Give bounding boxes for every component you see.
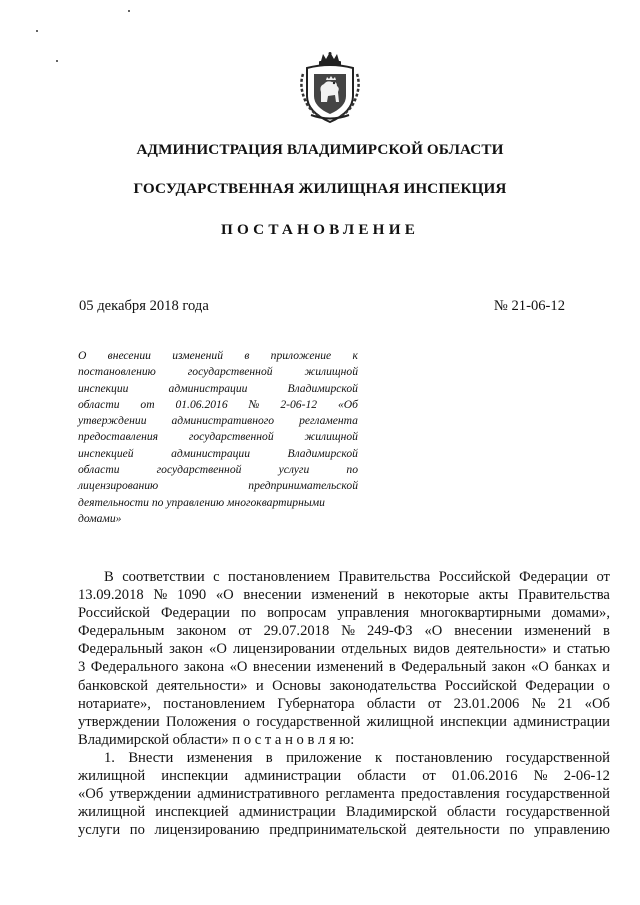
subject-line	[78, 348, 358, 364]
word: управлению	[534, 822, 610, 839]
clause-1-paragraph	[78, 749, 610, 839]
word: 23.01.2006	[453, 695, 520, 712]
word: о	[602, 677, 610, 694]
word: государственной	[156, 463, 242, 477]
word: области	[366, 695, 416, 712]
word: административного	[171, 414, 275, 428]
word: от	[596, 569, 610, 585]
word: инспекцией	[155, 804, 229, 821]
subject-line	[78, 397, 358, 413]
word: видов	[413, 641, 450, 658]
word: нотариате»,	[78, 695, 151, 712]
document-number: № 21-06-12	[493, 298, 565, 314]
word: Российской	[78, 605, 150, 622]
word: изменений	[316, 659, 384, 676]
subject-line	[78, 429, 358, 445]
word: Владимирской	[345, 804, 437, 821]
scan-speck	[128, 10, 130, 12]
word: приложение	[286, 750, 362, 766]
word: административного	[197, 786, 320, 803]
word: внесении	[252, 659, 312, 676]
word: закон	[491, 659, 526, 676]
word: от	[422, 768, 436, 785]
word: 01.06.2016	[175, 397, 228, 411]
subject-line	[78, 413, 358, 429]
word: Положения	[165, 713, 237, 730]
word: деятельности	[416, 822, 500, 839]
preamble-line	[78, 677, 610, 695]
subject-line	[78, 462, 358, 478]
word: жилищной	[304, 365, 358, 379]
word: вопросам	[267, 605, 327, 622]
word: инспекцией	[78, 446, 134, 460]
preamble-line: Владимирской области» п о с т а н о в л я ю:	[78, 731, 355, 748]
clause-line	[78, 767, 610, 785]
word: Федеральный	[78, 641, 163, 658]
preamble-line	[78, 640, 610, 658]
word: Владимирской	[287, 381, 358, 395]
word: области	[78, 397, 120, 411]
word: 2-06-12	[280, 397, 318, 411]
document-subject	[78, 348, 358, 527]
word: №	[531, 695, 546, 712]
word: соответствии	[122, 569, 205, 585]
preamble-paragraph	[78, 568, 610, 749]
subject-line: домами»	[78, 511, 122, 525]
word: от	[238, 623, 252, 640]
word: жилищной	[304, 430, 358, 444]
word: 29.07.2018	[263, 623, 330, 640]
word: «Об	[584, 695, 610, 712]
word: «О	[209, 641, 227, 658]
word: предоставления	[78, 430, 159, 444]
word: №	[248, 397, 260, 411]
word: внесении	[107, 349, 151, 362]
word: по	[509, 822, 525, 839]
preamble-line	[78, 604, 610, 622]
word: области	[357, 768, 407, 785]
word: Федерации	[160, 605, 230, 622]
word: постановлению	[395, 750, 493, 766]
word: утверждении	[109, 786, 192, 803]
word: акты	[478, 587, 509, 604]
word: в	[388, 659, 396, 676]
word: Федерации	[525, 677, 595, 694]
word: жилищной	[366, 713, 434, 730]
word: О	[78, 349, 87, 362]
word: области	[78, 463, 120, 477]
word: инспекции	[78, 381, 129, 395]
word: государственной	[505, 750, 610, 766]
word: государственной	[187, 365, 273, 379]
word: постановлением	[228, 569, 330, 585]
word: услуги	[78, 822, 121, 839]
word: изменений	[311, 587, 378, 604]
word: «О	[229, 659, 248, 676]
word: постановлением	[163, 695, 266, 712]
word: Федерального	[90, 659, 179, 676]
word: Правительства	[338, 569, 431, 585]
preamble-line	[78, 586, 610, 604]
word: утверждении	[78, 414, 147, 428]
word: постановлению	[78, 365, 156, 379]
word: управления	[337, 605, 410, 622]
word: регламента	[299, 414, 358, 428]
preamble-line	[78, 622, 610, 640]
preamble-line	[78, 695, 610, 713]
word: «О	[215, 587, 234, 604]
subject-line: деятельности по управлению многоквартирными	[78, 495, 325, 509]
word: от	[140, 397, 155, 411]
word: от	[427, 695, 442, 712]
word: и	[255, 677, 264, 694]
preamble-line	[78, 713, 610, 731]
word: государственной	[256, 713, 361, 730]
clause-line	[78, 749, 610, 767]
word: изменения	[186, 750, 253, 766]
word: банковской	[78, 677, 149, 694]
word: с	[213, 569, 220, 585]
word: Владимирской	[287, 446, 358, 460]
word: Правительства	[518, 587, 610, 604]
word: законодательства	[329, 677, 437, 694]
scan-speck	[56, 60, 58, 62]
word: лицензировании	[233, 641, 336, 658]
word: Внести	[128, 750, 174, 766]
word: в	[244, 349, 250, 362]
word: предпринимательской	[248, 479, 358, 493]
word: предпринимательской	[269, 822, 407, 839]
word: Российской	[438, 569, 511, 585]
word: Федерации	[519, 569, 588, 585]
word: законом	[176, 623, 227, 640]
word: 01.06.2016	[451, 768, 518, 785]
word: по	[129, 822, 145, 839]
word: деятельности»	[455, 641, 547, 658]
clause-line	[78, 821, 610, 839]
word: Федеральным	[78, 623, 165, 640]
word: №	[341, 623, 356, 640]
word: 13.09.2018	[78, 587, 144, 604]
word: 1.	[104, 750, 115, 766]
word: о	[242, 713, 251, 730]
scan-speck	[36, 30, 38, 32]
word: 3	[78, 659, 86, 676]
word: в	[602, 623, 610, 640]
word: отдельных	[341, 641, 408, 658]
word: утверждении	[78, 713, 160, 730]
word: некоторые	[404, 587, 470, 604]
word: государственной	[505, 804, 610, 821]
word: инспекции	[161, 768, 229, 785]
word: №	[533, 768, 548, 785]
word: лицензированию	[154, 822, 260, 839]
subject-line	[78, 364, 358, 380]
word: «Об	[78, 786, 104, 803]
word: лицензированию	[78, 479, 159, 493]
clause-line	[78, 785, 610, 803]
word: по	[240, 605, 257, 622]
word: внесении	[454, 623, 513, 640]
preamble-line	[78, 658, 610, 676]
coat-of-arms-emblem-icon	[299, 52, 361, 124]
word: многоквартирными	[420, 605, 541, 622]
word: услуги	[278, 463, 310, 477]
word: «О	[424, 623, 443, 640]
word: 21	[557, 695, 573, 712]
word: администрации	[513, 713, 610, 730]
word: в	[265, 750, 273, 766]
clause-line	[78, 803, 610, 821]
word: 2-06-12	[563, 768, 610, 785]
word: в	[387, 587, 395, 604]
word: к	[375, 750, 383, 766]
word: «Об	[337, 397, 358, 411]
word: и	[602, 659, 610, 676]
word: государственной	[188, 430, 274, 444]
word: администрации	[244, 768, 342, 785]
word: №	[153, 587, 168, 604]
word: администрации	[238, 804, 336, 821]
word: жилищной	[78, 768, 146, 785]
word: по	[346, 463, 358, 477]
word: государственной	[505, 786, 610, 803]
word: приложение	[270, 349, 332, 362]
word: инспекции	[440, 713, 507, 730]
word: «О	[530, 659, 549, 676]
subject-line	[78, 446, 358, 462]
organization-title: АДМИНИСТРАЦИЯ ВЛАДИМИРСКОЙ ОБЛАСТИ	[136, 141, 504, 158]
word: закон	[169, 641, 203, 658]
word: регламента	[325, 786, 395, 803]
word: Губернатора	[277, 695, 355, 712]
word: Основы	[272, 677, 321, 694]
word: и	[552, 641, 561, 658]
word: 1090	[176, 587, 207, 604]
word: внесении	[243, 587, 302, 604]
subject-line	[78, 381, 358, 397]
word: 249-ФЗ	[367, 623, 413, 640]
word: статью	[566, 641, 610, 658]
word: Российской	[444, 677, 517, 694]
word: области	[446, 804, 496, 821]
word: предоставления	[401, 786, 500, 803]
document-date: 05 декабря 2018 года	[79, 298, 209, 314]
subject-line	[78, 478, 358, 494]
word: к	[352, 349, 358, 362]
word: администрации	[168, 381, 248, 395]
word: администрации	[171, 446, 251, 460]
word: жилищной	[78, 804, 146, 821]
word: деятельности»	[156, 677, 248, 694]
word: В	[104, 569, 114, 585]
preamble-line	[78, 568, 610, 586]
word: изменений	[172, 349, 224, 362]
word: банках	[554, 659, 597, 676]
word: домами»,	[551, 605, 610, 622]
word: закона	[183, 659, 225, 676]
word: Федеральный	[401, 659, 487, 676]
word: изменений	[524, 623, 592, 640]
document-type-title: ПОСТАНОВЛЕНИЕ	[220, 221, 420, 238]
department-title: ГОСУДАРСТВЕННАЯ ЖИЛИЩНАЯ ИНСПЕКЦИЯ	[133, 180, 507, 197]
